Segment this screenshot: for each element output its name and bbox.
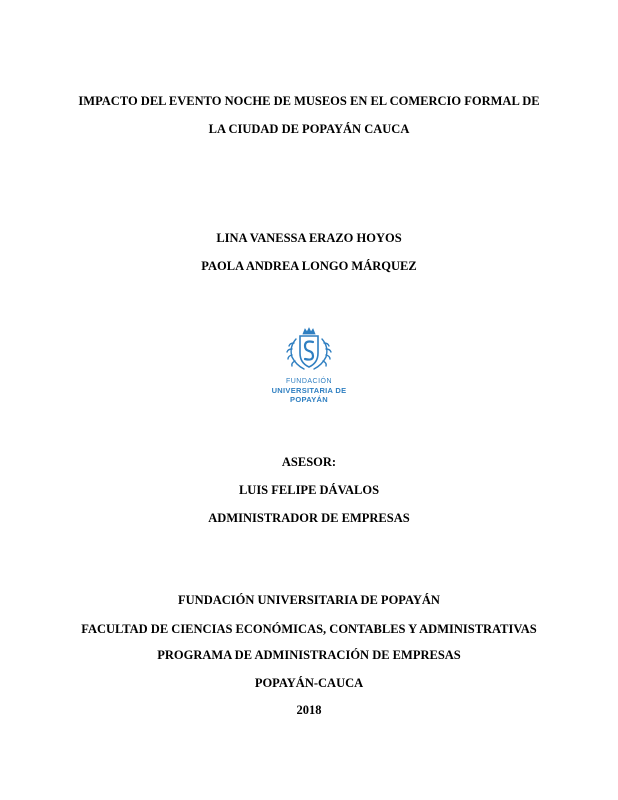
- program-name: PROGRAMA DE ADMINISTRACIÓN DE EMPRESAS: [157, 648, 461, 662]
- document-year: 2018: [296, 703, 322, 717]
- city-name: POPAYÁN-CAUCA: [254, 676, 364, 690]
- author-1: LINA VANESSA ERAZO HOYOS: [216, 231, 402, 245]
- author-2: PAOLA ANDREA LONGO MÁRQUEZ: [201, 259, 417, 273]
- logo-text-university: UNIVERSITARIA DE POPAYÁN: [271, 386, 347, 404]
- document-title-line-1: IMPACTO DEL EVENTO NOCHE DE MUSEOS EN EL COMERCIO FORMAL DE: [78, 94, 540, 108]
- advisor-title: ADMINISTRADOR DE EMPRESAS: [208, 511, 410, 525]
- institution-name: FUNDACIÓN UNIVERSITARIA DE POPAYÁN: [178, 593, 440, 607]
- advisor-heading: ASESOR:: [281, 455, 337, 469]
- logo-text-fundacion: FUNDACIÓN: [285, 378, 333, 385]
- institution-logo: [259, 325, 359, 407]
- document-title-line-2: LA CIUDAD DE POPAYÁN CAUCA: [208, 122, 410, 136]
- faculty-name: FACULTAD DE CIENCIAS ECONÓMICAS, CONTABLES Y ADMINISTRATIVAS: [81, 622, 537, 636]
- advisor-name: LUIS FELIPE DÁVALOS: [238, 483, 380, 497]
- university-crest-icon: [279, 325, 339, 375]
